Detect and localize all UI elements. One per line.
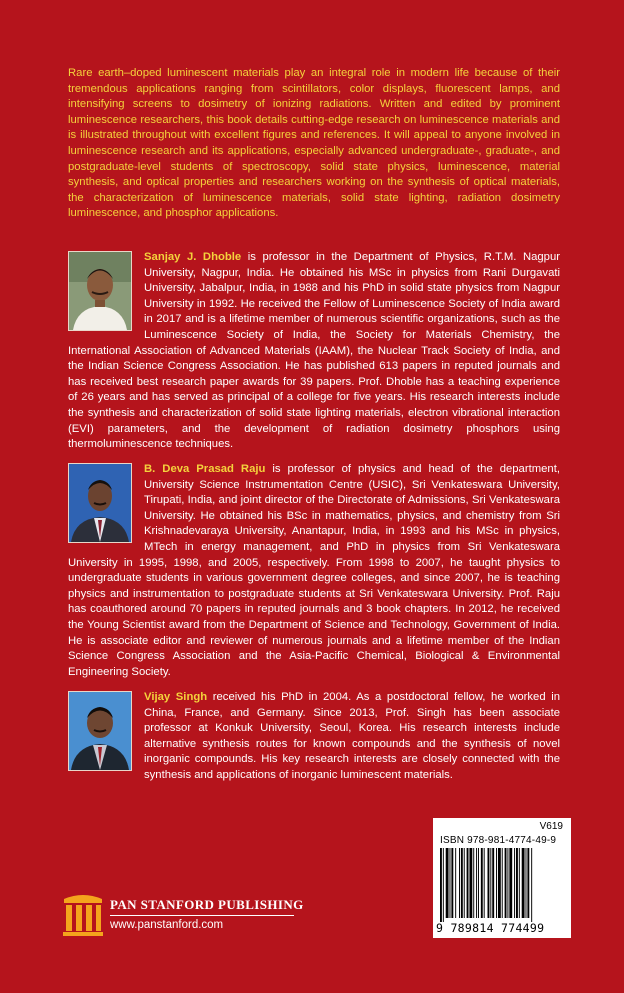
author-name: B. Deva Prasad Raju — [144, 463, 266, 475]
column-pillars-icon — [62, 893, 104, 937]
author-bio-singh — [68, 690, 560, 784]
price-code: V619 — [539, 821, 563, 832]
author-photo-singh — [68, 691, 132, 771]
publisher-divider — [110, 915, 294, 916]
author-bio-dhoble — [68, 250, 560, 453]
publisher-url: www.panstanford.com — [110, 919, 224, 931]
publisher-name: PAN STANFORD PUBLISHING — [110, 897, 304, 912]
author-bio-text: is professor of physics and head of the department, University Science Instrumentation Centre (USIC), Sri Venkateswara University, Tirupati, India, and joint director of the Directorate of Admissions, Sri Venkateswara University. He obtained his BSc in mathematics, physics, and chemistry from Sri Krishnadevaraya University, Anantapur, India, in 1993 and his MSc in physics, MTech in energy management, and PhD in physics from Sri Venkateswara University in 1995, 1998, and 2005, respectively. From 1998 to 2007, he taught physics to undergraduate students in various government degree colleges, and since 2007, he is teaching physics and instrumentation to postgraduate students at Sri Venkateswara University. Prof. Raju has coauthored around 70 papers in reputed journals and 3 book chapters. In 2012, he received the Young Scientist award from the Department of Science and Technology, Government of India. He is associate editor and reviewer of numerous journals and a lifetime member of the Indian Science Congress Association and the Asia-Pacific Chemical, Biological & Environmental Engineering Society. — [68, 463, 560, 678]
author-bio-raju — [68, 462, 560, 680]
author-name: Sanjay J. Dhoble — [144, 251, 242, 263]
author-bio-text: received his PhD in 2004. As a postdoctoral fellow, he worked in China, France, and Germany. Since 2013, Prof. Singh has been associate professor at Konkuk University, Seoul, Korea. His research interests include alternative synthesis routes for known compounds and the synthesis of novel inorganic compounds. His key research interests are closely connected with the synthesis and applications of inorganic luminescent materials. — [144, 691, 560, 781]
book-description: Rare earth–doped luminescent materials play an integral role in modern life because of their tremendous applications ranging from scintillators, color displays, fluorescent lamps, and intensifying screens to dosimetry of ionizing radiations. Written and edited by prominent luminescence researchers, this book details cutting-edge research on luminescence materials and is illustrated throughout with excellent figures and references. It will appeal to anyone involved in luminescence research and its applications, especially advanced undergraduate-, graduate-, and postgraduate-level students of spectroscopy, solid state physics, luminescence, material synthesis, and optical properties and researchers working on the synthesis of optical materials, the characterization of luminescence materials, solid state lighting, radiation dosimetry luminescence, and phosphor applications. — [68, 67, 560, 220]
author-photo-raju — [68, 463, 132, 543]
isbn-number: ISBN 978-981-4774-49-9 — [440, 835, 557, 846]
author-bio-text: is professor in the Department of Physics, R.T.M. Nagpur University, Nagpur, India. He obtained his MSc in physics from Rani Durgavati University, Jabalpur, India, in 1988 and his PhD in solid state physics from Nagpur University in 1992. He received the Fellow of Luminescence Society of India award in 2017 and is a lifetime member of numerous scientific organizations, such as the Luminescence Society of India, the Society for Materials Chemistry, the International Association of Advanced Materials (IAAM), the Nuclear Track Society of India, and the Indian Science Congress Association. He has published 613 papers in reputed journals and has received best research paper awards for 39 papers. Prof. Dhoble has a teaching experience of 26 years and has served as principal of a college for five years. His research interests include the synthesis and characterization of solid state lighting materials, electron vibrational interaction (EVI) parameters, and the development of radiation dosimetry phosphors using thermoluminescence techniques. — [68, 251, 561, 451]
author-name: Vijay Singh — [144, 691, 208, 703]
barcode-digits: 9 789814 774499 — [436, 921, 545, 935]
isbn-barcode-label — [433, 818, 571, 938]
author-photo-dhoble — [68, 251, 132, 331]
barcode-icon — [440, 848, 564, 922]
